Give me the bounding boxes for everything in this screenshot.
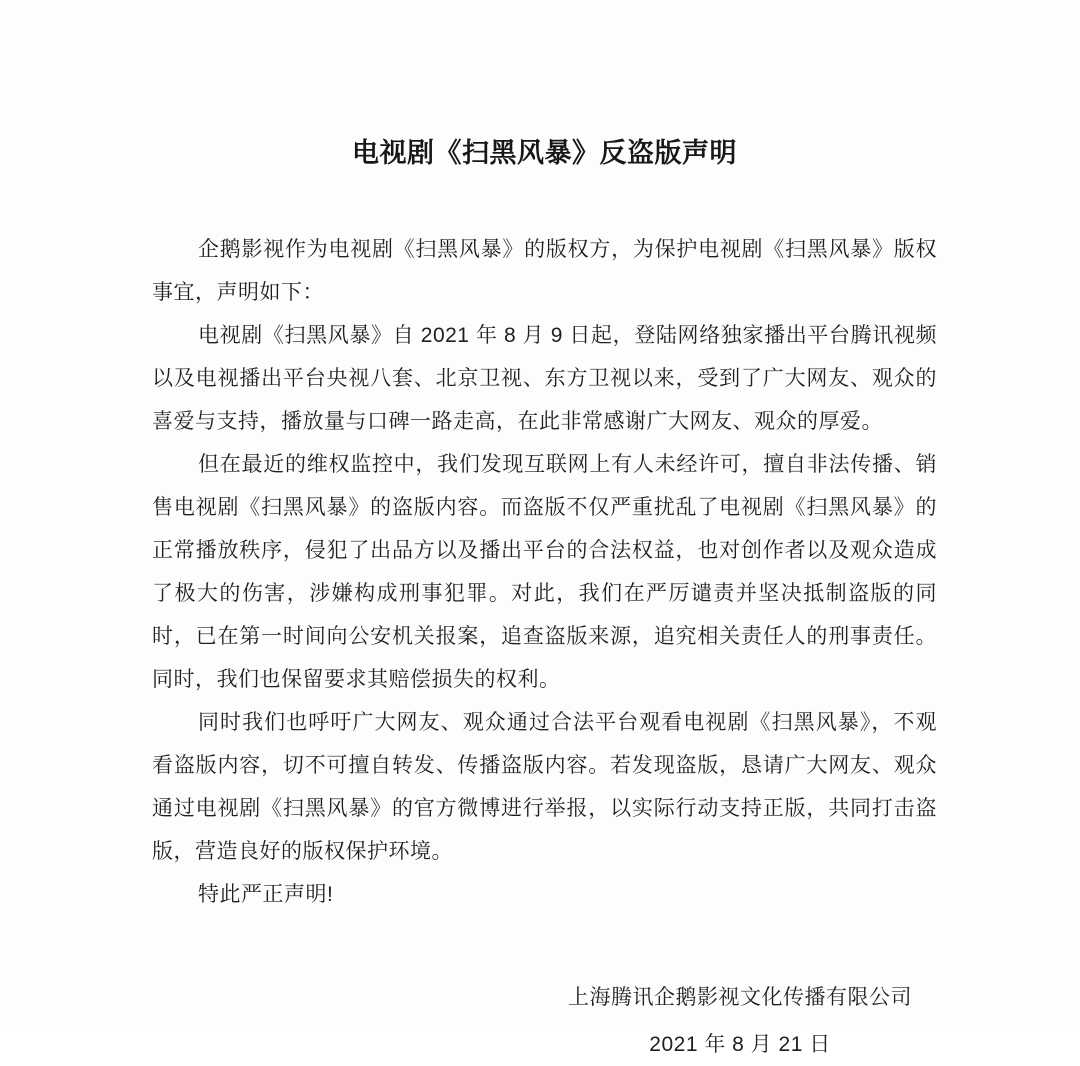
signature-date: 2021 年 8 月 21 日 [649,1033,831,1056]
document-title: 电视剧《扫黑风暴》反盗版声明 [352,138,737,168]
signature-block [560,976,920,1066]
paragraph-appeal: 同时我们也呼吁广大网友、观众通过合法平台观看电视剧《扫黑风暴》，不观看盗版内容，切不可擅自转发、传播盗版内容。若发现盗版，恳请广大网友、观众通过电视剧《扫黑风暴》的官方微博进行举报，以实际行动支持正版，共同打击盗版，营造良好的版权保护环境。 [152,711,937,863]
paragraph-signoff: 特此严正声明! [198,883,334,906]
paragraph-broadcast-info: 电视剧《扫黑风暴》自 2021 年 8 月 9 日起，登陆网络独家播出平台腾讯视频以及电视播出平台央视八套、北京卫视、东方卫视以来，受到了广大网友、观众的喜爱与支持，播放量与口碑一路走高，在此非常感谢广大网友、观众的厚爱。 [152,324,937,433]
document-body [152,228,937,916]
paragraph-intro: 企鹅影视作为电视剧《扫黑风暴》的版权方，为保护电视剧《扫黑风暴》版权事宜，声明如下： [152,238,937,304]
signature-company-name: 上海腾讯企鹅影视文化传播有限公司 [568,986,912,1009]
paragraph-piracy-findings: 但在最近的维权监控中，我们发现互联网上有人未经许可，擅自非法传播、销售电视剧《扫黑风暴》的盗版内容。而盗版不仅严重扰乱了电视剧《扫黑风暴》的正常播放秩序，侵犯了出品方以及播出平台的合法权益，也对创作者以及观众造成了极大的伤害，涉嫌构成刑事犯罪。对此，我们在严厉谴责并坚决抵制盗版的同时，已在第一时间向公安机关报案，追查盗版来源，追究相关责任人的刑事责任。同时，我们也保留要求其赔偿损失的权利。 [152,453,937,691]
